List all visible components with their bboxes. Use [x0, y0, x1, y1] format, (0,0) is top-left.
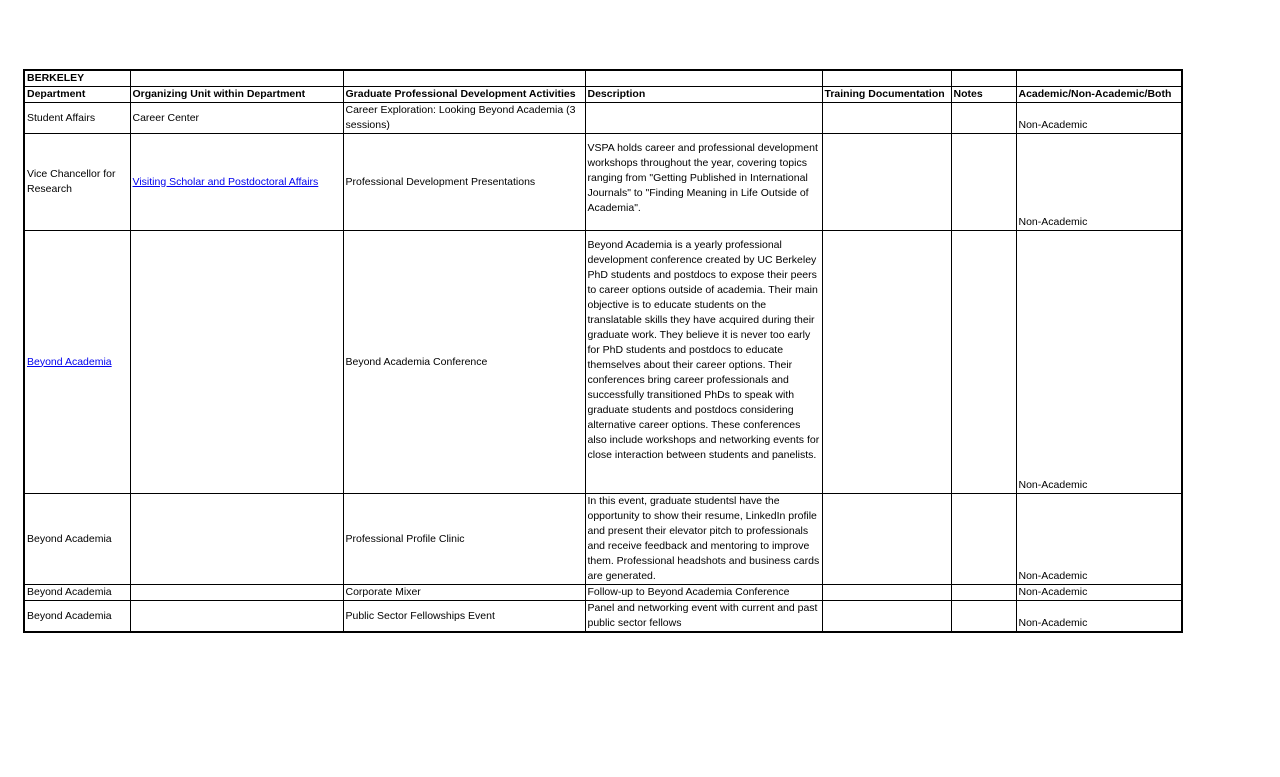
category-cell: Non-Academic: [1016, 231, 1182, 494]
activity-cell: Career Exploration: Looking Beyond Academia (3 sessions): [343, 103, 585, 134]
organizing-unit-cell: Career Center: [130, 103, 343, 134]
activity-cell: Professional Development Presentations: [343, 134, 585, 231]
empty-cell: [822, 70, 951, 87]
activity-cell: Corporate Mixer: [343, 585, 585, 601]
activity-cell: Public Sector Fellowships Event: [343, 601, 585, 633]
organizing-unit-cell: [130, 494, 343, 585]
notes-cell: [951, 601, 1016, 633]
empty-cell: [585, 70, 822, 87]
header-description: Description: [585, 87, 822, 103]
department-cell: Beyond Academia: [24, 601, 130, 633]
training-cell: [822, 231, 951, 494]
spreadsheet-table: [23, 69, 1183, 633]
description-cell: Panel and networking event with current and past public sector fellows: [585, 601, 822, 633]
table-row: [24, 134, 1182, 231]
header-row: [24, 87, 1182, 103]
table-row: [24, 494, 1182, 585]
department-cell: Vice Chancellor for Research: [24, 134, 130, 231]
table-row: [24, 601, 1182, 633]
header-department: Department: [24, 87, 130, 103]
notes-cell: [951, 134, 1016, 231]
category-cell: Non-Academic: [1016, 585, 1182, 601]
table-row: [24, 585, 1182, 601]
empty-cell: [1016, 70, 1182, 87]
empty-cell: [130, 70, 343, 87]
title-row: [24, 70, 1182, 87]
description-cell: [585, 103, 822, 134]
table-row: [24, 231, 1182, 494]
department-cell: [24, 231, 130, 494]
notes-cell: [951, 103, 1016, 134]
empty-cell: [343, 70, 585, 87]
header-training: Training Documentation: [822, 87, 951, 103]
activity-cell: Beyond Academia Conference: [343, 231, 585, 494]
department-cell: Beyond Academia: [24, 585, 130, 601]
category-cell: Non-Academic: [1016, 134, 1182, 231]
training-cell: [822, 585, 951, 601]
notes-cell: [951, 585, 1016, 601]
header-notes: Notes: [951, 87, 1016, 103]
training-cell: [822, 103, 951, 134]
header-activities: Graduate Professional Development Activities: [343, 87, 585, 103]
header-category: Academic/Non-Academic/Both: [1016, 87, 1182, 103]
category-cell: Non-Academic: [1016, 494, 1182, 585]
department-cell: Beyond Academia: [24, 494, 130, 585]
department-link[interactable]: Beyond Academia: [27, 355, 112, 368]
department-cell: Student Affairs: [24, 103, 130, 134]
description-cell: In this event, graduate studentsl have the opportunity to show their resume, LinkedIn profile and present their elevator pitch to professionals and receive feedback and mentoring to improve them. Professional headshots and business cards are generated.: [585, 494, 822, 585]
empty-cell: [951, 70, 1016, 87]
category-cell: Non-Academic: [1016, 601, 1182, 633]
organizing-unit-cell: [130, 134, 343, 231]
description-cell: VSPA holds career and professional development workshops throughout the year, covering topics ranging from "Getting Published in International Journals" to "Finding Meaning in Life Outside of Academia".: [585, 134, 822, 231]
organizing-unit-link[interactable]: Visiting Scholar and Postdoctoral Affairs: [132, 175, 319, 188]
description-cell: Follow-up to Beyond Academia Conference: [585, 585, 822, 601]
activity-cell: Professional Profile Clinic: [343, 494, 585, 585]
notes-cell: [951, 494, 1016, 585]
notes-cell: [951, 231, 1016, 494]
category-cell: Non-Academic: [1016, 103, 1182, 134]
training-cell: [822, 134, 951, 231]
training-cell: [822, 601, 951, 633]
organizing-unit-cell: [130, 601, 343, 633]
table-row: [24, 103, 1182, 134]
sheet-title: BERKELEY: [24, 70, 130, 87]
header-organizing-unit: Organizing Unit within Department: [130, 87, 343, 103]
organizing-unit-cell: [130, 585, 343, 601]
description-cell: Beyond Academia is a yearly professional development conference created by UC Berkeley PhD students and postdocs to expose their peers to career options outside of academia. Their main objective is to educate students on the translatable skills they have acquired during their graduate work. They believe it is never too early for PhD students and postdocs to educate themselves about their career options. Their conferences bring career professionals and successfully transitioned PhDs to speak with graduate students and postdocs considering alternative career options. These conferences also include workshops and networking events for close interaction between students and panelists.: [585, 231, 822, 494]
organizing-unit-cell: [130, 231, 343, 494]
training-cell: [822, 494, 951, 585]
